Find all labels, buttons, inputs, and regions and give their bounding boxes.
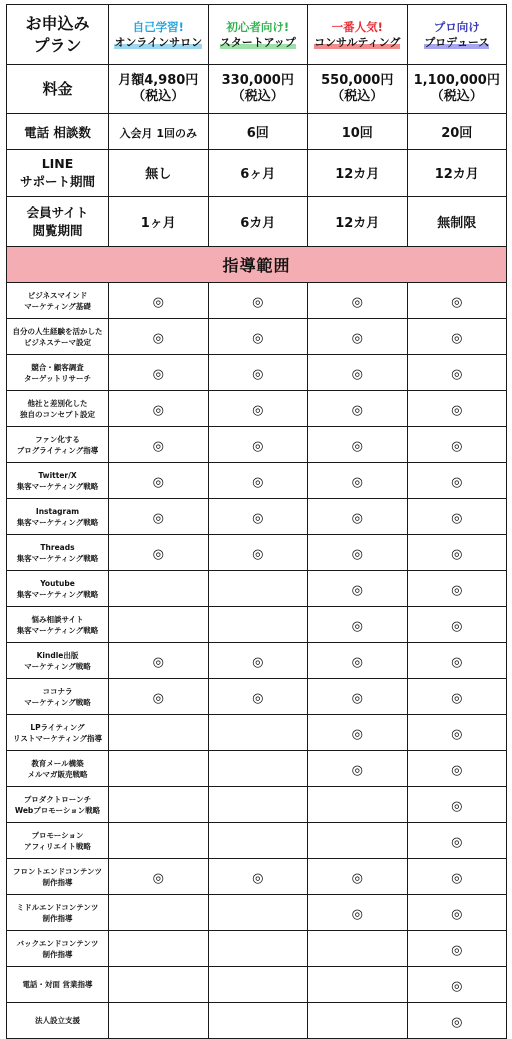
guidance-label-line1: Threads [40,542,75,552]
guidance-mark-cell [208,931,308,967]
double-circle-mark: ◎ [152,295,164,310]
guidance-label-cell [7,787,109,823]
double-circle-mark: ◎ [152,871,164,886]
guidance-label-line2: 制作指導 [42,913,73,923]
guidance-label-line2: 集客マーケティング戦略 [16,589,99,599]
guidance-mark-cell [407,607,507,643]
guidance-mark-cell [308,355,408,391]
double-circle-mark: ◎ [252,691,264,706]
line-support-value: 無し [145,167,172,182]
guidance-row [7,823,507,859]
phone-cell [109,114,209,150]
guidance-row [7,787,507,823]
guidance-row [7,859,507,895]
guidance-mark-cell [208,679,308,715]
double-circle-mark: ◎ [351,763,363,778]
guidance-row [7,535,507,571]
double-circle-mark: ◎ [351,367,363,382]
guidance-mark-cell [109,751,209,787]
guidance-label-cell [7,391,109,427]
price-value: 月額4,980円 [118,73,199,88]
double-circle-mark: ◎ [451,943,463,958]
guidance-mark-cell [407,283,507,319]
guidance-mark-cell [407,319,507,355]
guidance-mark-cell [407,679,507,715]
phone-value: 20回 [441,125,473,141]
guidance-mark-cell [407,463,507,499]
member-site-cell [109,197,209,247]
guidance-mark-cell [407,715,507,751]
guidance-label-line1: Youtube [40,578,75,588]
plan-name: コンサルティング [314,35,401,49]
phone-label: 電話 相談数 [24,124,91,140]
section-title: 指導範囲 [7,247,507,283]
guidance-label-line2: ブログライティング指導 [16,445,99,455]
double-circle-mark: ◎ [351,403,363,418]
double-circle-mark: ◎ [152,331,164,346]
member-site-value: 無制限 [437,215,477,231]
double-circle-mark: ◎ [351,619,363,634]
double-circle-mark: ◎ [451,763,463,778]
double-circle-mark: ◎ [152,655,164,670]
guidance-mark-cell [407,931,507,967]
guidance-label-cell [7,679,109,715]
guidance-label-cell [7,823,109,859]
guidance-mark-cell [109,679,209,715]
plan-header-consulting [308,5,408,65]
guidance-mark-cell [308,787,408,823]
plan-sub-label: 自己学習! [132,19,184,34]
phone-value: 入会月 1回のみ [119,127,197,140]
double-circle-mark: ◎ [152,547,164,562]
guidance-mark-cell [208,751,308,787]
double-circle-mark: ◎ [152,511,164,526]
price-cell [308,65,408,114]
guidance-mark-cell [308,895,408,931]
guidance-label-line1: ビジネスマインド [27,290,88,300]
guidance-label-cell [7,463,109,499]
line-support-cell [109,150,209,197]
guidance-label-line2: マーケティング戦略 [24,661,91,671]
line-support-label-cell [7,150,109,197]
guidance-label-line2: Webプロモーション戦略 [14,805,101,815]
guidance-label-cell [7,607,109,643]
guidance-mark-cell [208,355,308,391]
double-circle-mark: ◎ [351,583,363,598]
guidance-mark-cell [208,571,308,607]
guidance-mark-cell [407,427,507,463]
guidance-mark-cell [407,967,507,1003]
header-title-line2: プラン [33,35,82,55]
guidance-label-cell [7,355,109,391]
guidance-label-cell [7,931,109,967]
plan-header-online-salon [109,5,209,65]
guidance-mark-cell [407,859,507,895]
plan-header-produce [407,5,507,65]
guidance-label-line2: マーケティング戦略 [24,697,91,707]
guidance-label-line1: LPライティング [30,722,85,732]
guidance-mark-cell [208,859,308,895]
price-cell [407,65,507,114]
guidance-label-line1: バックエンドコンテンツ [16,938,99,948]
guidance-label-line2: 独自のコンセプト設定 [20,409,95,419]
phone-cell [308,114,408,150]
double-circle-mark: ◎ [451,367,463,382]
guidance-row [7,967,507,1003]
double-circle-mark: ◎ [252,655,264,670]
double-circle-mark: ◎ [351,907,363,922]
plan-sub-label: 初心者向け! [226,19,290,34]
guidance-label-cell [7,751,109,787]
double-circle-mark: ◎ [451,799,463,814]
guidance-mark-cell [208,643,308,679]
double-circle-mark: ◎ [451,619,463,634]
guidance-mark-cell [208,823,308,859]
guidance-mark-cell [308,499,408,535]
double-circle-mark: ◎ [451,727,463,742]
line-support-row [7,150,507,197]
guidance-mark-cell [407,751,507,787]
guidance-label-line2: 制作指導 [42,949,73,959]
guidance-row [7,355,507,391]
guidance-label-line2: アフィリエイト戦略 [24,841,91,851]
plan-name: プロデュース [424,35,490,49]
double-circle-mark: ◎ [351,295,363,310]
guidance-label-line1: ファン化する [35,434,80,444]
guidance-mark-cell [109,1003,209,1039]
member-site-cell [208,197,308,247]
phone-row [7,114,507,150]
guidance-mark-cell [109,535,209,571]
guidance-row [7,499,507,535]
plan-sub-label: 一番人気! [331,19,383,34]
guidance-mark-cell [308,319,408,355]
guidance-mark-cell [109,499,209,535]
plan-sub-label: プロ向け [433,19,480,34]
guidance-label-line1: フロントエンドコンテンツ [12,866,103,876]
price-tax-note: （税込） [132,89,185,104]
member-site-value: 1ヶ月 [140,215,176,231]
price-tax-note: （税込） [331,89,384,104]
double-circle-mark: ◎ [451,691,463,706]
double-circle-mark: ◎ [351,511,363,526]
double-circle-mark: ◎ [152,403,164,418]
double-circle-mark: ◎ [252,871,264,886]
guidance-mark-cell [208,715,308,751]
guidance-mark-cell [109,463,209,499]
double-circle-mark: ◎ [252,331,264,346]
double-circle-mark: ◎ [351,727,363,742]
line-support-cell [407,150,507,197]
guidance-row [7,463,507,499]
guidance-row [7,391,507,427]
member-site-label-line2: 閲覧期間 [32,222,83,238]
line-support-label-line1: LINE [41,156,74,171]
double-circle-mark: ◎ [451,979,463,994]
guidance-label-line1: ココナラ [42,686,73,696]
guidance-mark-cell [308,823,408,859]
price-cell [109,65,209,114]
double-circle-mark: ◎ [252,475,264,490]
guidance-label-line2: 集客マーケティング戦略 [16,553,99,563]
price-tax-note: （税込） [430,89,483,104]
double-circle-mark: ◎ [152,367,164,382]
guidance-mark-cell [109,571,209,607]
double-circle-mark: ◎ [351,547,363,562]
plan-header-label [7,5,109,65]
member-site-value: 12カ月 [335,215,380,231]
guidance-mark-cell [208,895,308,931]
double-circle-mark: ◎ [451,907,463,922]
member-site-value: 6カ月 [240,215,276,231]
guidance-mark-cell [208,607,308,643]
guidance-mark-cell [407,391,507,427]
double-circle-mark: ◎ [451,583,463,598]
guidance-mark-cell [208,967,308,1003]
header-title-line1: お申込み [25,13,90,33]
double-circle-mark: ◎ [252,511,264,526]
guidance-label-cell [7,643,109,679]
guidance-mark-cell [407,787,507,823]
line-support-label-line2: サポート期間 [19,174,95,189]
phone-value: 6回 [246,125,269,141]
guidance-mark-cell [407,895,507,931]
guidance-mark-cell [308,391,408,427]
guidance-mark-cell [407,499,507,535]
member-site-cell [308,197,408,247]
guidance-label-line1: 自分の人生経験を活かした [12,326,103,336]
phone-cell [208,114,308,150]
member-site-label-line1: 会員サイト [26,204,89,220]
guidance-row [7,1003,507,1039]
double-circle-mark: ◎ [152,691,164,706]
guidance-label-line1: Instagram [35,506,80,516]
guidance-label-line2: リストマーケティング指導 [13,733,102,743]
guidance-row [7,319,507,355]
guidance-label-cell [7,1003,109,1039]
line-support-cell [208,150,308,197]
guidance-mark-cell [208,535,308,571]
guidance-label-line2: メルマガ販売戦略 [27,769,88,779]
guidance-mark-cell [407,643,507,679]
double-circle-mark: ◎ [351,871,363,886]
guidance-mark-cell [308,859,408,895]
price-tax-note: （税込） [231,89,284,104]
plan-comparison-table [6,4,507,1039]
guidance-mark-cell [208,1003,308,1039]
phone-cell [407,114,507,150]
guidance-mark-cell [308,967,408,1003]
double-circle-mark: ◎ [451,475,463,490]
plan-name: スタートアップ [219,35,296,49]
double-circle-mark: ◎ [451,1015,463,1030]
guidance-label-line2: 集客マーケティング戦略 [16,481,99,491]
guidance-row [7,571,507,607]
guidance-label-cell [7,967,109,1003]
price-row [7,65,507,114]
guidance-mark-cell [308,607,408,643]
guidance-label-line1: 他社と差別化した [27,398,88,408]
guidance-label-cell [7,535,109,571]
price-value: 330,000円 [221,73,294,88]
double-circle-mark: ◎ [152,475,164,490]
double-circle-mark: ◎ [252,295,264,310]
guidance-label-line2: ターゲットリサーチ [23,373,92,383]
double-circle-mark: ◎ [451,295,463,310]
guidance-label-line2: 制作指導 [42,877,73,887]
double-circle-mark: ◎ [351,439,363,454]
double-circle-mark: ◎ [451,439,463,454]
guidance-mark-cell [208,319,308,355]
guidance-mark-cell [407,571,507,607]
guidance-row [7,607,507,643]
guidance-mark-cell [308,463,408,499]
guidance-label-line1: 教育メール構築 [31,758,84,768]
plan-header-row [7,5,507,65]
guidance-label-cell [7,715,109,751]
guidance-mark-cell [407,1003,507,1039]
guidance-row [7,751,507,787]
guidance-label-cell [7,859,109,895]
guidance-label-cell [7,499,109,535]
guidance-mark-cell [109,607,209,643]
plan-header-startup [208,5,308,65]
guidance-label-line1: 電話・対面 営業指導 [22,980,93,989]
guidance-label-line2: マーケティング基礎 [24,301,91,311]
line-support-value: 12カ月 [335,167,380,182]
plan-name: オンラインサロン [114,35,203,49]
member-site-row [7,197,507,247]
guidance-mark-cell [109,859,209,895]
price-cell [208,65,308,114]
price-value: 1,100,000円 [413,73,500,88]
guidance-label-line1: ミドルエンドコンテンツ [16,902,99,912]
guidance-mark-cell [208,283,308,319]
member-site-label-cell [7,197,109,247]
line-support-value: 6ヶ月 [240,167,276,182]
guidance-label-line1: 法人設立支援 [35,1016,80,1025]
guidance-mark-cell [208,787,308,823]
line-support-cell [308,150,408,197]
guidance-label-cell [7,895,109,931]
guidance-mark-cell [308,715,408,751]
guidance-mark-cell [407,535,507,571]
line-support-value: 12カ月 [434,167,479,182]
double-circle-mark: ◎ [351,691,363,706]
double-circle-mark: ◎ [252,547,264,562]
guidance-row [7,427,507,463]
guidance-mark-cell [308,283,408,319]
double-circle-mark: ◎ [252,367,264,382]
guidance-label-cell [7,283,109,319]
double-circle-mark: ◎ [252,439,264,454]
guidance-mark-cell [208,427,308,463]
guidance-mark-cell [407,355,507,391]
guidance-mark-cell [109,355,209,391]
guidance-label-line1: プロダクトローンチ [23,794,92,804]
double-circle-mark: ◎ [451,511,463,526]
guidance-mark-cell [109,643,209,679]
guidance-label-cell [7,319,109,355]
guidance-mark-cell [308,571,408,607]
price-value: 550,000円 [321,73,394,88]
guidance-mark-cell [109,283,209,319]
phone-value: 10回 [341,125,373,141]
section-row [7,247,507,283]
price-label: 料金 [42,80,73,98]
guidance-mark-cell [109,823,209,859]
guidance-mark-cell [109,715,209,751]
guidance-label-line1: 悩み相談サイト [31,614,84,624]
price-label-cell [7,65,109,114]
plan-comparison [6,4,506,1039]
guidance-mark-cell [308,535,408,571]
guidance-label-line1: 競合・顧客調査 [31,362,84,372]
guidance-label-line2: 集客マーケティング戦略 [16,625,99,635]
guidance-mark-cell [308,931,408,967]
double-circle-mark: ◎ [451,835,463,850]
double-circle-mark: ◎ [351,331,363,346]
guidance-mark-cell [109,967,209,1003]
guidance-mark-cell [109,427,209,463]
guidance-row [7,679,507,715]
guidance-mark-cell [208,463,308,499]
guidance-mark-cell [407,823,507,859]
guidance-mark-cell [109,391,209,427]
double-circle-mark: ◎ [152,439,164,454]
double-circle-mark: ◎ [451,403,463,418]
guidance-mark-cell [308,643,408,679]
guidance-mark-cell [308,1003,408,1039]
double-circle-mark: ◎ [451,871,463,886]
guidance-row [7,715,507,751]
guidance-label-line2: ビジネステーマ設定 [23,337,92,347]
guidance-mark-cell [109,931,209,967]
guidance-mark-cell [208,391,308,427]
guidance-label-cell [7,427,109,463]
phone-label-cell [7,114,109,150]
guidance-mark-cell [208,499,308,535]
member-site-cell [407,197,507,247]
guidance-label-line2: 集客マーケティング戦略 [16,517,99,527]
guidance-mark-cell [109,319,209,355]
double-circle-mark: ◎ [451,331,463,346]
guidance-row [7,895,507,931]
double-circle-mark: ◎ [451,655,463,670]
guidance-label-line1: プロモーション [31,830,84,840]
guidance-label-line1: Twitter/X [38,470,77,480]
guidance-mark-cell [109,787,209,823]
guidance-label-line1: Kindle出版 [36,650,79,660]
guidance-row [7,931,507,967]
double-circle-mark: ◎ [351,475,363,490]
guidance-mark-cell [308,679,408,715]
double-circle-mark: ◎ [451,547,463,562]
double-circle-mark: ◎ [252,403,264,418]
double-circle-mark: ◎ [351,655,363,670]
guidance-row [7,643,507,679]
guidance-mark-cell [308,427,408,463]
guidance-mark-cell [109,895,209,931]
guidance-label-cell [7,571,109,607]
guidance-mark-cell [308,751,408,787]
guidance-row [7,283,507,319]
